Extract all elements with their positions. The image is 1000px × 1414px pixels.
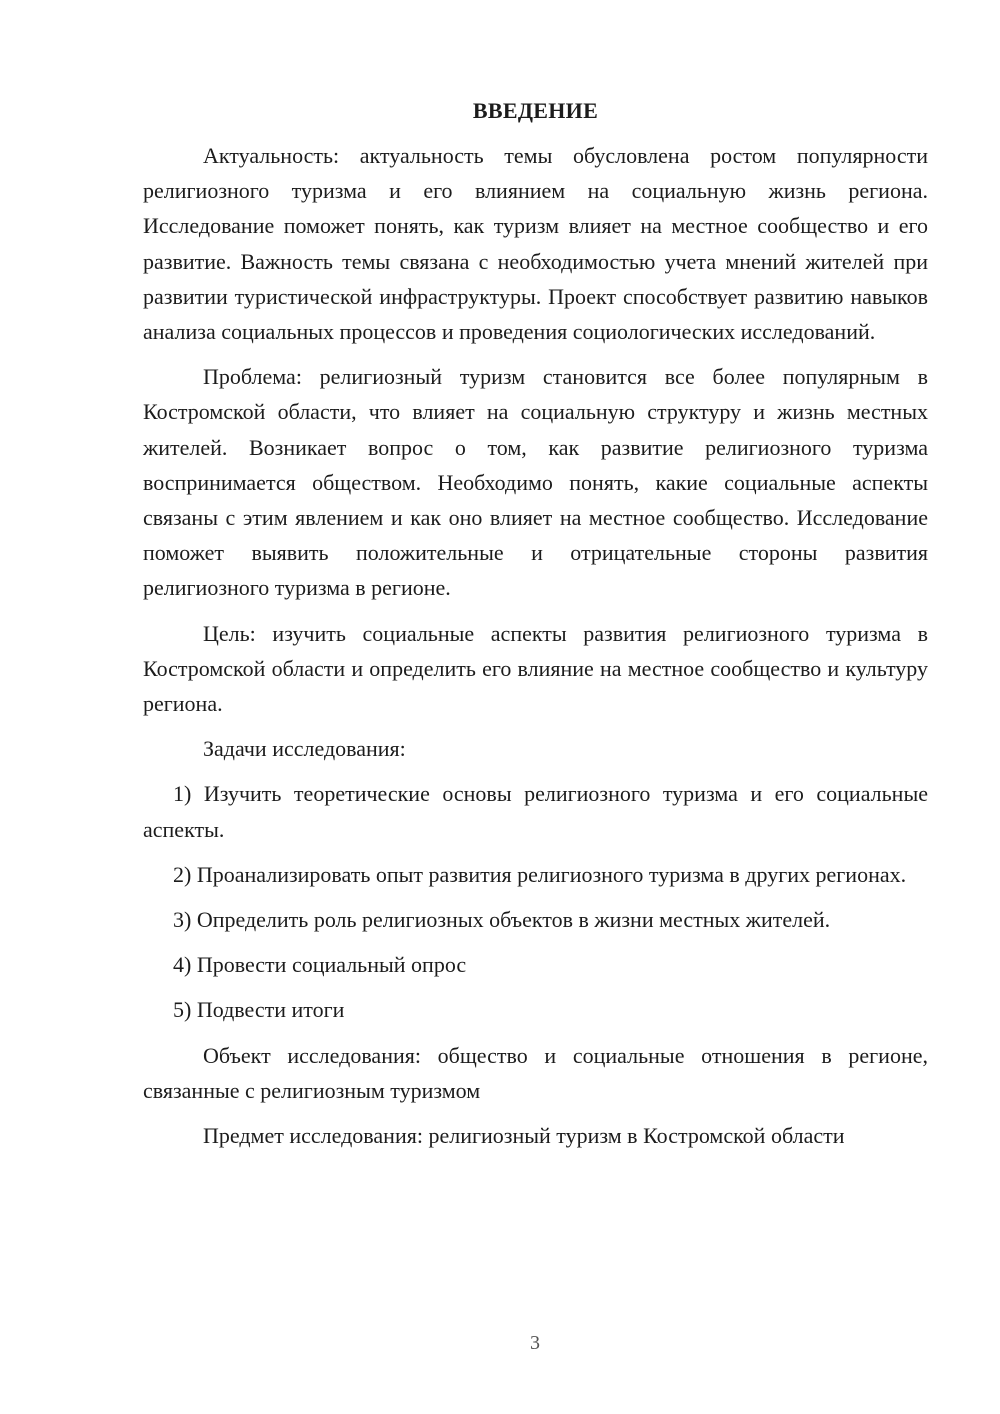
paragraph-subject: Предмет исследования: религиозный туризм в Костромской области — [203, 1123, 845, 1149]
task-item: 4) Провести социальный опрос — [173, 952, 467, 978]
task-item: 2) Проанализировать опыт развития религиозного туризма в других регионах. — [173, 861, 907, 887]
tasks-heading: Задачи исследования: — [203, 736, 406, 762]
paragraph-problem: Проблема: религиозный туризм становится все более популярным в Костромской области, что влияет на социальную структуру и жизнь местных жителей. Возникает вопрос о том, как развитие религиозного туризма воспринимается обществом. Необходимо понять, какие социальные аспекты связаны с этим явлением и как оно влияет на местное сообщество. Исследование поможет выявить положительные и отрицательные стороны развития религиозного туризма в регионе. — [143, 364, 928, 601]
task-item: 5) Подвести итоги — [173, 997, 345, 1023]
page-number: 3 — [530, 1332, 540, 1354]
paragraph-goal: Цель: изучить социальные аспекты развития религиозного туризма в Костромской области и определить его влияние на местное сообщество и культуру региона. — [143, 620, 928, 717]
paragraph-relevance: Актуальность: актуальность темы обусловлена ростом популярности религиозного туризма и его влиянием на социальную жизнь региона. Исследование поможет понять, как туризм влияет на местное сообщество и его развитие. Важность темы связана с необходимостью учета мнений жителей при развитии туристической инфраструктуры. Проект способствует развитию навыков анализа социальных процессов и проведения социологических исследований. — [143, 143, 928, 345]
paragraph-object: Объект исследования: общество и социальные отношения в регионе, связанные с религиозным туризмом — [143, 1042, 928, 1103]
task-item: 3) Определить роль религиозных объектов в жизни местных жителей. — [173, 907, 831, 933]
page-title: ВВЕДЕНИЕ — [472, 98, 599, 123]
page-body — [143, 96, 928, 1163]
task-item: 1) Изучить теоретические основы религиозного туризма и его социальные аспекты. — [143, 781, 928, 842]
